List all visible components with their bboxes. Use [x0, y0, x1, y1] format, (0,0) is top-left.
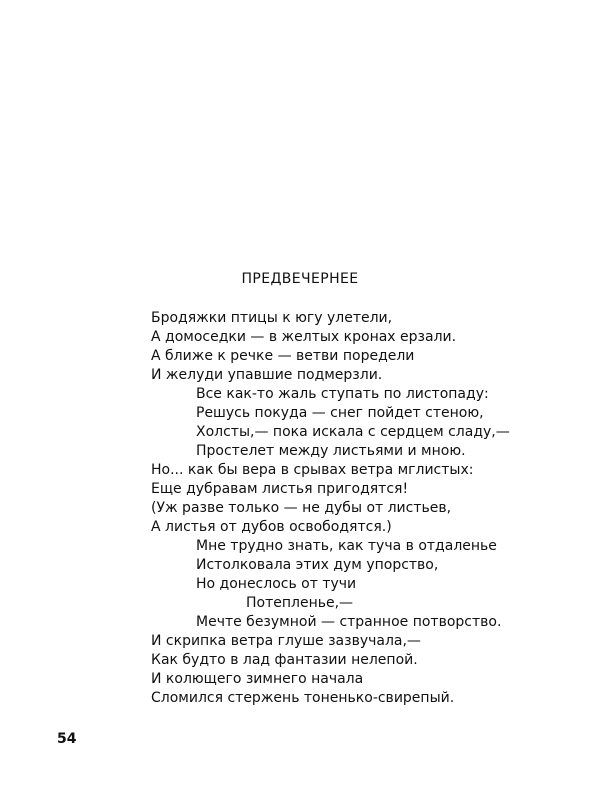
poem-line: Но донеслось от тучи: [196, 576, 357, 592]
poem-line: Холсты,— пока искала с сердцем сладу,—: [196, 424, 510, 440]
poem-line: Все как-то жаль ступать по листопаду:: [196, 386, 489, 402]
poem-line: Сломился стержень тоненько-свирепый.: [151, 690, 455, 706]
poem-line: И желуди упавшие подмерзли.: [151, 367, 383, 383]
poem-line: Мечте безумной — странное потворство.: [196, 614, 502, 630]
poem-title: ПРЕДВЕЧЕРНЕЕ: [241, 271, 359, 287]
poem-line: (Уж разве только — не дубы от листьев,: [151, 500, 452, 516]
poem-line: Бродяжки птицы к югу улетели,: [151, 310, 393, 326]
poem-line: Но... как бы вера в срывах ветра мглистых:: [151, 462, 474, 478]
poem-line: Как будто в лад фантазии нелепой.: [151, 652, 418, 668]
poem-line: А листья от дубов освободятся.): [151, 519, 392, 535]
poem-line: А домоседки — в желтых кронах ерзали.: [151, 329, 457, 345]
poem-line: И скрипка ветра глуше зазвучала,—: [151, 633, 421, 649]
page-number: 54: [57, 731, 77, 747]
poem-line: Истолковала этих дум упорство,: [196, 557, 439, 573]
poem-line: Простелет между листьями и мною.: [196, 443, 466, 459]
poem-line: Мне трудно знать, как туча в отдаленье: [196, 538, 497, 554]
poem-line: Потепленье,—: [246, 595, 354, 611]
poem-line: И колющего зимнего начала: [151, 671, 364, 687]
poem-line: Еще дубравам листья пригодятся!: [151, 481, 409, 497]
poem-line: Решусь покуда — снег пойдет стеною,: [196, 405, 484, 421]
poem-line: А ближе к речке — ветви поредели: [151, 348, 415, 364]
